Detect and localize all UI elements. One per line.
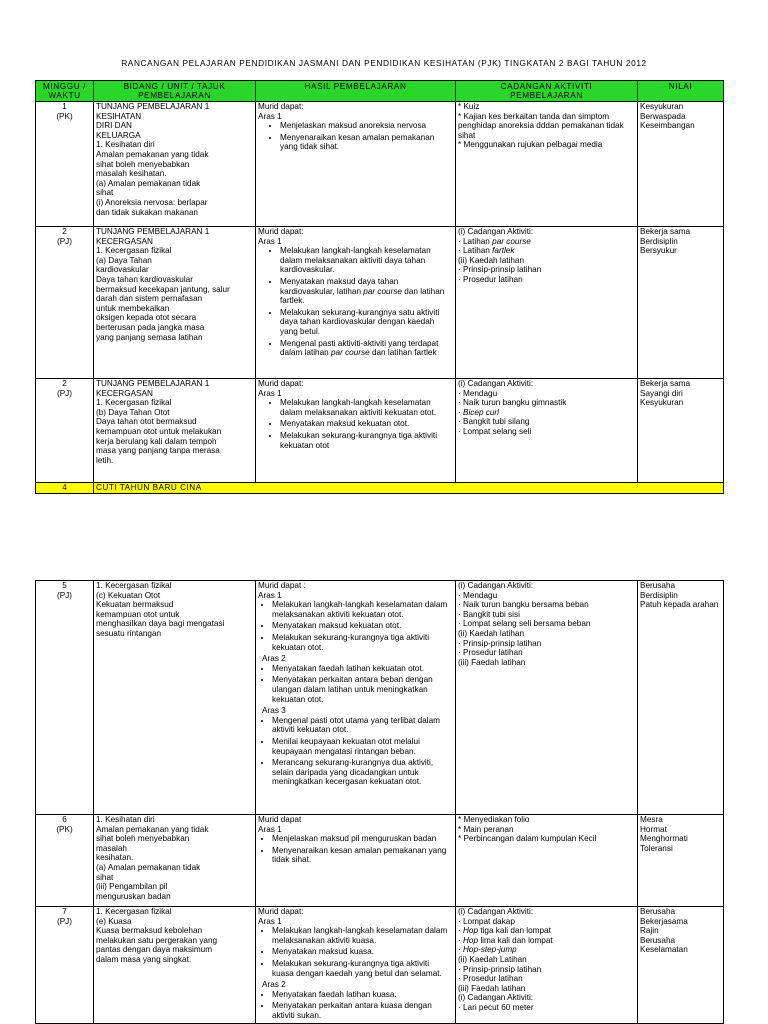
activity-line: · Prinsip-prinsip latihan — [458, 265, 542, 275]
holiday-row — [36, 483, 724, 494]
topic-line: sihat — [96, 872, 114, 882]
document-title: RANCANGAN PELAJARAN PENDIDIKAN JASMANI DAN PENDIDIKAN KESIHATAN (PJK) TINGKATAN 2 BAGI TAHUN 2012 — [121, 58, 647, 68]
table-row — [36, 379, 724, 483]
outcome-cell — [256, 581, 456, 815]
value-line: Berdisiplin — [640, 236, 678, 246]
value-line: Keselamatan — [640, 945, 688, 955]
outcome-item: • Melakukan sekurang-kurangnya tiga aktiviti kekuatan otot. — [272, 633, 453, 652]
header-cadangan: CADANGAN AKTIVITI PEMBELAJARAN — [456, 81, 638, 102]
topic-line: 1. Kecergasan fizikal — [96, 581, 172, 590]
header-hasil: HASIL PEMBELAJARAN — [256, 81, 456, 102]
topic-line: untuk membekalkan — [96, 303, 170, 313]
activity-line: · Hop lima kali dan lompat — [458, 935, 553, 945]
topic-line: sihat boleh menyebabkan — [96, 834, 190, 844]
header-bidang: BIDANG / UNIT / TAJUK PEMBELAJARAN — [94, 81, 256, 102]
value-line: Bersyukur — [640, 246, 677, 256]
activity-line: * Kuiz — [458, 102, 480, 111]
topic-line: (iii) Pengambilan pil — [96, 882, 168, 892]
activity-line: · Latihan fartlek — [458, 246, 515, 256]
week-number: 2 — [62, 379, 67, 388]
outcome-list — [258, 246, 453, 358]
topic-cell — [94, 102, 256, 227]
value-line: Kesyukuran — [640, 102, 684, 111]
outcome-item: • Melakukan sekurang-kurangnya tiga aktiviti kekuatan otot — [280, 431, 453, 450]
outcome-list — [258, 664, 453, 704]
activity-line: (iii) Faedah latihan — [458, 983, 526, 993]
week-type: (PJ) — [56, 236, 72, 246]
outcome-item: • Menilai keupayaan kekuatan otot melalui keupayaan mengatasi rintangan beban. — [272, 737, 453, 756]
activity-line: · Naik turun bangku bersama beban — [458, 600, 589, 610]
outcome-item: • Melakukan langkah-langkah keselamatan dalam melaksanakan aktiviti kekuatan otot. — [272, 600, 453, 619]
outcome-list — [258, 716, 453, 787]
level-label: Aras 2 — [262, 980, 286, 990]
topic-line: KESIHATAN — [96, 111, 142, 121]
activity-line: · Lari pecut 60 meter — [458, 1002, 534, 1012]
outcome-item: • Menyenaraikan kesan amalan pemakanan yang tidak sihat. — [280, 133, 453, 152]
header-nilai: NILAI — [638, 81, 724, 102]
topic-line: melakukan satu pergerakan yang — [96, 935, 218, 945]
values-cell — [638, 102, 724, 227]
activity-line: (ii) Kaedah latihan — [458, 628, 524, 638]
activity-cell — [456, 227, 638, 379]
value-line: Bekerja sama — [640, 227, 691, 236]
topic-line: TUNJANG PEMBELAJARAN 1 — [96, 379, 210, 388]
activity-line: (i) Cadangan Aktiviti: — [458, 993, 534, 1003]
activity-cell — [456, 907, 638, 1024]
week-type: (PJ) — [56, 388, 72, 398]
outcome-list — [258, 926, 453, 978]
topic-cell — [94, 227, 256, 379]
outcome-item: • Mengenal pasti otot utama yang terlibat dalam aktiviti kekuatan otot. — [272, 716, 453, 735]
topic-line: bermaksud kecekapan jantung, salur — [96, 284, 230, 294]
topic-line: (c) Kekuatan Otot — [96, 590, 161, 600]
activity-line: * Menggunakan rujukan pelbagai media — [458, 140, 603, 150]
topic-line: yang panjang semasa latihan — [96, 332, 203, 342]
outcome-item: • Melakukan sekurang-kurangnya satu aktiviti daya tahan kardiovaskular dengan kaedah yang betul. — [280, 308, 453, 337]
value-line: Berusaha — [640, 907, 676, 916]
week-cell — [36, 907, 94, 1024]
value-line: Keseimbangan — [640, 121, 695, 131]
outcome-item: • Menyatakan perkaitan antara kuasa dengan aktiviti sukan. — [272, 1001, 453, 1020]
header-minggu: MINGGU / WAKTU — [36, 81, 94, 102]
topic-line: (e) Kuasa — [96, 916, 132, 926]
topic-cell — [94, 379, 256, 483]
activity-line: · Hop-step-jump — [458, 945, 517, 955]
week-cell — [36, 102, 94, 227]
activity-line: (iii) Faedah latihan — [458, 657, 526, 667]
topic-line: (b) Daya Tahan Otot — [96, 407, 170, 417]
topic-line: (a) Amalan pemakanan tidak — [96, 862, 201, 872]
outcome-cell — [256, 102, 456, 227]
outcome-intro: Murid dapat: — [258, 907, 304, 916]
activity-line: (i) Cadangan Aktiviti: — [458, 581, 534, 590]
outcome-item: • Melakukan langkah-langkah keselamatan dalam melaksanakan aktiviti kuasa. — [272, 926, 453, 945]
table-row — [36, 102, 724, 227]
topic-line: Amalan pemakanan yang tidak — [96, 149, 209, 159]
outcome-intro: Murid dapat: — [258, 379, 304, 388]
activity-cell — [456, 379, 638, 483]
activity-line: (i) Cadangan Aktiviti: — [458, 907, 534, 916]
value-line: Toleransi — [640, 843, 673, 853]
topic-line: Daya tahan kardiovaskular — [96, 274, 193, 284]
value-line: Bekerja sama — [640, 379, 691, 388]
topic-line: TUNJANG PEMBELAJARAN 1 — [96, 227, 210, 236]
table-row — [36, 907, 724, 1024]
activity-line: (ii) Kaedah Latihan — [458, 954, 527, 964]
values-cell — [638, 815, 724, 907]
outcome-item: • Menyatakan faedah latihan kuasa. — [272, 990, 453, 1000]
outcome-item: • Menyatakan maksud kekuatan otot. — [280, 419, 453, 429]
lesson-plan-table-top — [35, 80, 724, 494]
value-line: Menghormati — [640, 834, 688, 844]
week-number: 5 — [62, 581, 67, 590]
topic-line: menguruskan badan — [96, 891, 171, 901]
table-row — [36, 815, 724, 907]
value-line: Bekerjasama — [640, 916, 688, 926]
value-line: Berusaha — [640, 935, 676, 945]
level-label: Aras 1 — [258, 111, 282, 121]
topic-line: sihat — [96, 188, 114, 198]
topic-line: darah dan sistem pernafasan — [96, 294, 203, 304]
topic-line: dan tidak sukakan makanan — [96, 207, 198, 217]
topic-line: kardiovaskular — [96, 265, 149, 275]
activity-line: (i) Cadangan Aktiviti: — [458, 227, 534, 236]
topic-line: Amalan pemakanan yang tidak — [96, 824, 209, 834]
week-number: 1 — [62, 102, 67, 111]
activity-line: · Prosedur latihan — [458, 274, 523, 284]
level-label: Aras 1 — [258, 916, 282, 926]
value-line: Berdisiplin — [640, 590, 678, 600]
topic-line: masalah — [96, 843, 127, 853]
activity-line: · Prosedur latihan — [458, 648, 523, 658]
activity-line: · Lompat selang seli bersama beban — [458, 619, 591, 629]
topic-line: DIRI DAN — [96, 121, 132, 131]
topic-line: menghasilkan daya bagi mengatasi — [96, 619, 225, 629]
week-number: 6 — [62, 815, 67, 824]
topic-line: kemampuan otot untuk — [96, 609, 180, 619]
outcome-item: • Menyatakan maksud daya tahan kardiovaskular, latihan par course dan latihan fartlek. — [280, 277, 453, 306]
activity-line: * Kajian kes berkaitan tanda dan simptom penghidap anoreksia dddan pemakanan tidak sihat — [458, 111, 624, 140]
outcome-item: • Menyatakan faedah latihan kekuatan otot. — [272, 664, 453, 674]
topic-line: sesuatu rintangan — [96, 628, 162, 638]
outcome-item: • Menjelaskan maksud anoreksia nervosa — [280, 121, 453, 131]
topic-line: 1. Kesihatan diri — [96, 815, 155, 824]
outcome-list — [258, 834, 453, 865]
topic-line: (a) Amalan pemakanan tidak — [96, 178, 201, 188]
week-type: (PK) — [56, 111, 73, 121]
outcome-item: • Melakukan sekurang-kurangnya tiga aktiviti kuasa dengan kaedah yang betul dan selamat. — [272, 959, 453, 978]
values-cell — [638, 581, 724, 815]
value-line: Sayangi diri — [640, 388, 683, 398]
topic-cell — [94, 815, 256, 907]
level-label: Aras 1 — [258, 236, 282, 246]
table-row — [36, 581, 724, 815]
topic-line: 1. Kecergasan fizikal — [96, 398, 172, 408]
value-line: Mesra — [640, 815, 663, 824]
outcome-intro: Murid dapat: — [258, 227, 304, 236]
table-row — [36, 227, 724, 379]
level-label: Aras 1 — [258, 388, 282, 398]
week-number: 7 — [62, 907, 67, 916]
level-label: Aras 2 — [262, 654, 286, 664]
value-line: Berusaha — [640, 581, 676, 590]
value-line: Kesyukuran — [640, 398, 684, 408]
week-cell — [36, 227, 94, 379]
activity-line: (i) Cadangan Aktiviti: — [458, 379, 534, 388]
topic-line: 1. Kecergasan fizikal — [96, 246, 172, 256]
topic-line: pantas dengan daya maksimum — [96, 945, 213, 955]
outcome-cell — [256, 907, 456, 1024]
value-line: Rajin — [640, 926, 659, 936]
topic-line: TUNJANG PEMBELAJARAN 1 — [96, 102, 210, 111]
holiday-text: CUTI TAHUN BARU CINA — [94, 483, 724, 494]
value-line: Patuh kepada arahan — [640, 600, 719, 610]
activity-line: (ii) Kaedah latihan — [458, 255, 524, 265]
activity-line: · Naik turun bangku gimnastik — [458, 398, 567, 408]
table-header-row — [36, 81, 724, 102]
value-line: Hormat — [640, 824, 667, 834]
outcome-item: • Menyatakan maksud kekuatan otot. — [272, 621, 453, 631]
activity-line: · Bicep curl — [458, 407, 499, 417]
activity-line: · Hop tiga kali dan lompat — [458, 926, 551, 936]
activity-cell — [456, 581, 638, 815]
outcome-item: • Menyatakan perkaitan antara beban dengan ulangan dalam latihan untuk meningkatkan kekuatan otot. — [272, 675, 453, 704]
topic-line: 1. Kesihatan diri — [96, 140, 155, 150]
outcome-item: • Mengenal pasti aktiviti-aktiviti yang terdapat dalam latihan par course dan latihan fartlek — [280, 339, 453, 358]
topic-line: Daya tahan otot bermaksud — [96, 417, 197, 427]
activity-line: * Main peranan — [458, 824, 514, 834]
activity-line: * Perbincangan dalam kumpulan Kecil — [458, 834, 597, 844]
topic-line: kesihatan. — [96, 853, 134, 863]
level-label: Aras 3 — [262, 706, 286, 716]
week-cell — [36, 815, 94, 907]
topic-line: oksigen kepada otot secara — [96, 313, 197, 323]
topic-line: KECERGASAN — [96, 388, 153, 398]
activity-line: · Lompat dakap — [458, 916, 515, 926]
level-label: Aras 1 — [258, 590, 282, 600]
topic-line: masalah kesihatan. — [96, 169, 167, 179]
activity-line: · Mendagu — [458, 388, 498, 398]
values-cell — [638, 907, 724, 1024]
outcome-list — [258, 398, 453, 450]
outcome-item: • Melakukan langkah-langkah keselamatan dalam melaksanakan aktiviti daya tahan kardiovaskular. — [280, 246, 453, 275]
activity-line: * Menyediakan folio — [458, 815, 530, 824]
topic-line: KELUARGA — [96, 130, 141, 140]
activity-line: · Latihan par course — [458, 236, 531, 246]
activity-line: · Lompat selang seli — [458, 426, 532, 436]
outcome-list — [258, 121, 453, 152]
outcome-cell — [256, 379, 456, 483]
topic-line: KECERGASAN — [96, 236, 153, 246]
holiday-week: 4 — [36, 483, 94, 494]
outcome-cell — [256, 227, 456, 379]
topic-line: berterusan pada jangka masa — [96, 322, 205, 332]
outcome-intro: Murid dapat: — [258, 102, 304, 111]
outcome-intro: Murid dapat : — [258, 581, 306, 590]
week-type: (PK) — [56, 824, 73, 834]
activity-line: · Prinsip-prinsip latihan — [458, 638, 542, 648]
week-type: (PJ) — [56, 916, 72, 926]
outcome-intro: Murid dapat — [258, 815, 302, 824]
week-cell — [36, 379, 94, 483]
outcome-cell — [256, 815, 456, 907]
topic-line: Kekuatan bermaksud — [96, 600, 174, 610]
outcome-list — [258, 600, 453, 652]
topic-line: (a) Daya Tahan — [96, 255, 152, 265]
outcome-item: • Menyatakan maksud kuasa. — [272, 947, 453, 957]
level-label: Aras 1 — [258, 824, 282, 834]
topic-cell — [94, 907, 256, 1024]
activity-cell — [456, 815, 638, 907]
activity-line: · Mendagu — [458, 590, 498, 600]
topic-line: kerja berulang kali dalam tempoh — [96, 436, 217, 446]
topic-line: (i) Anoreksia nervosa: berlapar — [96, 197, 208, 207]
topic-line: masa yang panjang tanpa merasa — [96, 446, 220, 456]
lesson-plan-table-bottom — [35, 580, 724, 1024]
outcome-item: • Merancang sekurang-kurangnya dua aktiviti, selain daripada yang dicadangkan untuk meningkatkan kecergasan kekuatan otot. — [272, 758, 453, 787]
topic-cell — [94, 581, 256, 815]
week-number: 2 — [62, 227, 67, 236]
topic-line: 1. Kecergasan fizikal — [96, 907, 172, 916]
activity-cell — [456, 102, 638, 227]
outcome-item: • Menjelaskan maksud pil menguruskan badan — [272, 834, 453, 844]
outcome-item: • Melakukan langkah-langkah keselamatan dalam melaksanakan aktiviti kekuatan otot. — [280, 398, 453, 417]
week-cell — [36, 581, 94, 815]
topic-line: kemampuan otot untuk melakukan — [96, 426, 222, 436]
topic-line: Kuasa bermaksud kebolehan — [96, 926, 203, 936]
topic-line: sihat boleh menyebabkan — [96, 159, 190, 169]
topic-line: letih. — [96, 455, 114, 465]
values-cell — [638, 379, 724, 483]
outcome-list — [258, 990, 453, 1021]
activity-line: · Prinsip-prinsip latihan — [458, 964, 542, 974]
week-type: (PJ) — [56, 590, 72, 600]
activity-line: · Bangkit tubi silang — [458, 417, 530, 427]
value-line: Berwaspada — [640, 111, 686, 121]
topic-line: dalam masa yang singkat. — [96, 954, 192, 964]
activity-line: · Prosedur latihan — [458, 974, 523, 984]
outcome-item: • Menyenaraikan kesan amalan pemakanan yang tidak sihat. — [272, 846, 453, 865]
activity-line: · Bangkit tubi sisi — [458, 609, 520, 619]
values-cell — [638, 227, 724, 379]
